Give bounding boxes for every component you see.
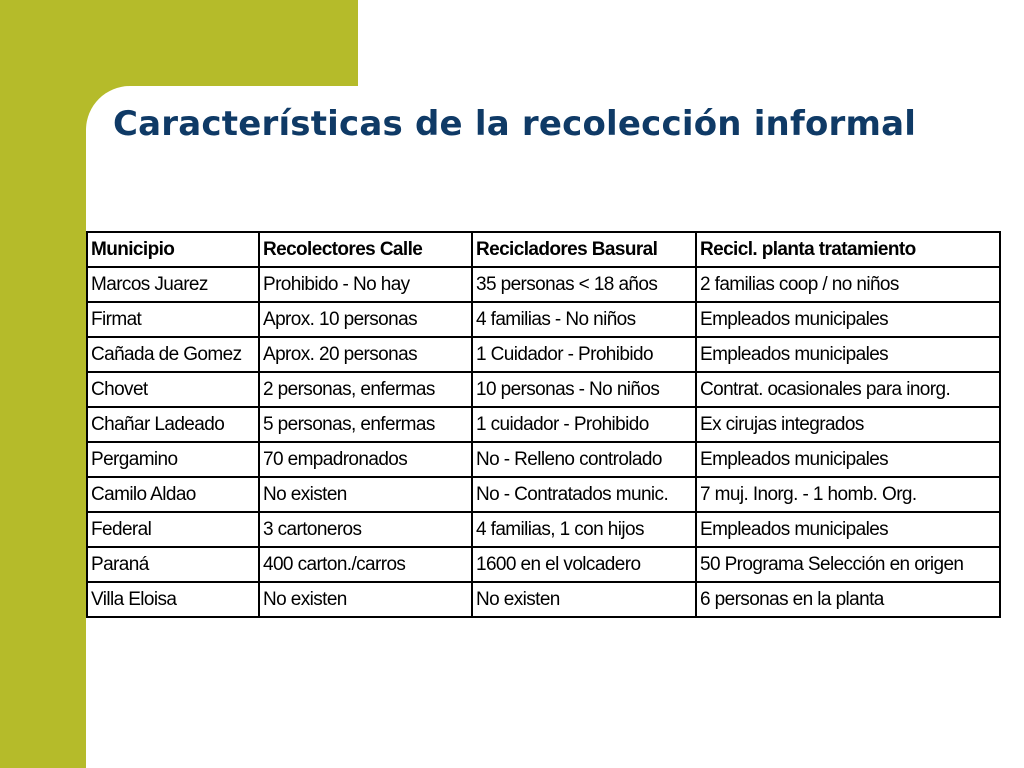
table-cell: No - Relleno controlado xyxy=(472,442,696,477)
table-cell: Pergamino xyxy=(87,442,259,477)
table-row xyxy=(87,442,1000,477)
table-row xyxy=(87,477,1000,512)
table-cell: 70 empadronados xyxy=(259,442,472,477)
table-cell: 4 familias - No niños xyxy=(472,302,696,337)
table-cell: 1 cuidador - Prohibido xyxy=(472,407,696,442)
table-header-row xyxy=(87,232,1000,267)
table-cell: 2 familias coop / no niños xyxy=(696,267,1000,302)
table-cell: 1 Cuidador - Prohibido xyxy=(472,337,696,372)
header-recolectores-calle: Recolectores Calle xyxy=(259,232,472,267)
table-cell: Empleados municipales xyxy=(696,302,1000,337)
table-cell: 4 familias, 1 con hijos xyxy=(472,512,696,547)
table-cell: Aprox. 20 personas xyxy=(259,337,472,372)
table-row xyxy=(87,302,1000,337)
table-cell: 50 Programa Selección en origen xyxy=(696,547,1000,582)
table-cell: 2 personas, enfermas xyxy=(259,372,472,407)
data-table xyxy=(86,231,1001,618)
table-cell: No existen xyxy=(472,582,696,617)
table-cell: No - Contratados munic. xyxy=(472,477,696,512)
table-cell: 7 muj. Inorg. - 1 homb. Org. xyxy=(696,477,1000,512)
table-cell: Chañar Ladeado xyxy=(87,407,259,442)
table-row xyxy=(87,512,1000,547)
table-cell: Contrat. ocasionales para inorg. xyxy=(696,372,1000,407)
table-cell: 400 carton./carros xyxy=(259,547,472,582)
table-cell: 1600 en el volcadero xyxy=(472,547,696,582)
table-cell: 6 personas en la planta xyxy=(696,582,1000,617)
slide-title: Características de la recolección informal xyxy=(113,104,917,144)
table-cell: Chovet xyxy=(87,372,259,407)
table-cell: 5 personas, enfermas xyxy=(259,407,472,442)
table-cell: Paraná xyxy=(87,547,259,582)
table-cell: Ex cirujas integrados xyxy=(696,407,1000,442)
table-cell: Firmat xyxy=(87,302,259,337)
table-row xyxy=(87,582,1000,617)
header-municipio: Municipio xyxy=(87,232,259,267)
table-cell: No existen xyxy=(259,582,472,617)
table-cell: Cañada de Gomez xyxy=(87,337,259,372)
table-row xyxy=(87,547,1000,582)
table-cell: No existen xyxy=(259,477,472,512)
table-row xyxy=(87,337,1000,372)
table-cell: Empleados municipales xyxy=(696,337,1000,372)
table-cell: Prohibido - No hay xyxy=(259,267,472,302)
header-recicl-planta: Recicl. planta tratamiento xyxy=(696,232,1000,267)
table-cell: Aprox. 10 personas xyxy=(259,302,472,337)
table-row xyxy=(87,372,1000,407)
table-cell: Empleados municipales xyxy=(696,442,1000,477)
header-recicladores-basural: Recicladores Basural xyxy=(472,232,696,267)
table-cell: Marcos Juarez xyxy=(87,267,259,302)
table-cell: Empleados municipales xyxy=(696,512,1000,547)
table-cell: Villa Eloisa xyxy=(87,582,259,617)
table-cell: Federal xyxy=(87,512,259,547)
table-cell: Camilo Aldao xyxy=(87,477,259,512)
table-cell: 3 cartoneros xyxy=(259,512,472,547)
table-row xyxy=(87,267,1000,302)
table-row xyxy=(87,407,1000,442)
table-cell: 35 personas < 18 años xyxy=(472,267,696,302)
table-cell: 10 personas - No niños xyxy=(472,372,696,407)
